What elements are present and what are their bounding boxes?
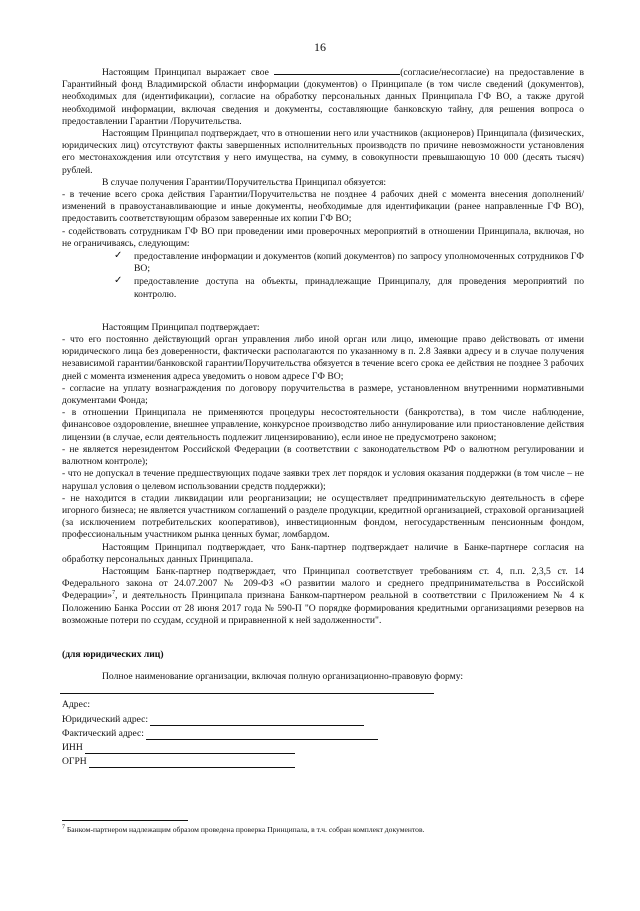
document-body xyxy=(62,66,584,768)
footnote: $^7$ Банком-партнером надлежащим образом проведена проверка Принципала, в т.ч. собран комплект документов. xyxy=(62,824,425,834)
obligations-intro: В случае получения Гарантии/Поручительства Принципал обязуется: xyxy=(102,176,387,188)
inn-field: ИНН xyxy=(62,742,584,754)
legal-address-field: Юридический адрес: xyxy=(62,714,584,726)
consent-text-end: (согласие/несогласие) на предоставление в Гарантийный фонд Владимирской области информации (документов) о Принципале (в том числе сведений (документов), необходимых для (идентификации), согласие на обработку персональных данных Принципала ГФ ВО, а также другой необходимой информации, включая сведения и документы, составляющие банковскую тайну, для решения вопроса о предоставлении Гарантии /Поручительства. xyxy=(62,67,584,127)
footnote-ref: 7 xyxy=(112,590,116,597)
actual-address-line[interactable] xyxy=(146,729,378,740)
actual-address-field: Фактический адрес: xyxy=(62,728,584,740)
consent-text-start: Настоящим Принципал выражает свое xyxy=(102,67,269,78)
check-item-access: ✓ предоставление доступа на объекты, принадлежащие Принципалу, для проведения мероприятий по контролю. xyxy=(114,275,584,300)
check-item-information: ✓ предоставление информации и документов (копий документов) по запросу уполномоченных сотрудников ГФ ВО; xyxy=(114,250,584,275)
consent-blank-field[interactable] xyxy=(274,66,400,75)
bank-confirm-paragraph: Настоящим Банк-партнер подтверждает, что Принципал соответствует требованиям ст. 4, п.п. 2,3,5 ст. 14 Федерального закона от 24.07.2007 № 209-ФЗ «О развитии малого и среднего предпринимательства в Российской Федерации»$^7$, и деятельность Принципала признана Банком-партнером реальной в соответствии с Приложением № 4 к Положению Банка России от 28 июня 2017 года № 590-П "О порядке формирования кредитными организациями резервов на возможные потери по ссудам, ссудной и приравненной к ней задолженности". xyxy=(62,565,584,626)
confirms-intro: Настоящим Принципал подтверждает: xyxy=(102,321,260,333)
inn-line[interactable] xyxy=(85,743,295,754)
legal-address-line[interactable] xyxy=(150,715,364,726)
confirm-item-support: - что не допускал в течение предшествующих подаче заявки трех лет порядок и условия оказания поддержки (в том числе – не нарушал условия о целевом использовании средств поддержки); xyxy=(62,468,584,492)
full-name-label: Полное наименование организации, включая полную организационно-правовую форму: xyxy=(102,671,464,683)
confirm-item-fee: - согласие на уплату вознаграждения по договору поручительства в размере, установленном внутренними нормативными документами Фонда; xyxy=(62,382,584,407)
confirm-item-resident: - не является нерезидентом Российской Федерации (в соответствии с законодательством РФ о валютном регулировании и валютном контроле); xyxy=(62,443,584,468)
checkmark-icon: ✓ xyxy=(114,250,123,262)
checkmark-icon: ✓ xyxy=(114,275,123,287)
confirm-item-address: - что его постоянно действующий орган управления либо иной орган или лицо, имеющие право действовать от имени юридического лица без доверенности, фактически располагаются по указанному в п. 2.8 Заявки адресу и в случае получения независимой гарантии/банковской гарантии/Поручительства обязуется в течение всего срока ее действия не позднее 3 рабочих дней с момента изменения адреса уведомить о новом адресе ГФ ВО; xyxy=(62,334,584,382)
footnote-divider xyxy=(62,820,188,821)
enforcement-paragraph: Настоящим Принципал подтверждает, что в отношении него или участников (акционеров) Принципала (физических, юридических лиц) отсутствуют факты завершенных исполнительных производств по причине невозможности установления его местонахождения или отсутствия у него имущества, на сумму, в совокупности превышающую 10 000 (десять тысяч) рублей. xyxy=(62,128,584,176)
ogrn-field: ОГРН xyxy=(62,756,584,768)
obligation-item-documents: - в течение всего срока действия Гарантии/Поручительства не позднее 4 рабочих дней с момента внесения дополнений/изменений в правоустанавливающие и иные документы, необходимые для идентификации (ранее направленные ГФ ВО), предоставить соответствующим образом заверенные их копии ГФ ВО; xyxy=(62,189,584,225)
address-field: Адрес: xyxy=(62,699,91,711)
obligation-item-assist: - содействовать сотрудникам ГФ ВО при проведении ими проверочных мероприятий в отношении Принципала, включая, но не ограничиваясь, следующим: xyxy=(62,225,584,249)
page-number: 16 xyxy=(314,40,326,54)
consent-paragraph xyxy=(62,66,584,128)
confirm-item-bankruptcy: - в отношении Принципала не применяются процедуры несостоятельности (банкротства), в том числе наблюдение, финансовое оздоровление, внешнее управление, конкурсное производство либо аннулирование или приостановление действия лицензии (в случае, если деятельность подлежит лицензированию), если иное не предусмотрено законом; xyxy=(62,407,584,443)
ogrn-line[interactable] xyxy=(89,757,295,768)
confirm-item-liquidation: - не находится в стадии ликвидации или реорганизации; не осуществляет предпринимательскую деятельность в сфере игорного бизнеса; не является участником соглашений о разделе продукции, кредитной организацией, страховой организацией (за исключением потребительских кооперативов), инвестиционным фондом, негосударственным пенсионным фондом, профессиональным участником рынка ценных бумаг, ломбардом. xyxy=(62,492,584,541)
legal-entities-header: (для юридических лиц) xyxy=(62,648,164,660)
bank-consent-paragraph: Настоящим Принципал подтверждает, что Банк-партнер подтверждает наличие в Банке-партнере согласия на обработку персональных данных Принципала. xyxy=(62,541,584,565)
full-name-line[interactable] xyxy=(60,683,434,694)
